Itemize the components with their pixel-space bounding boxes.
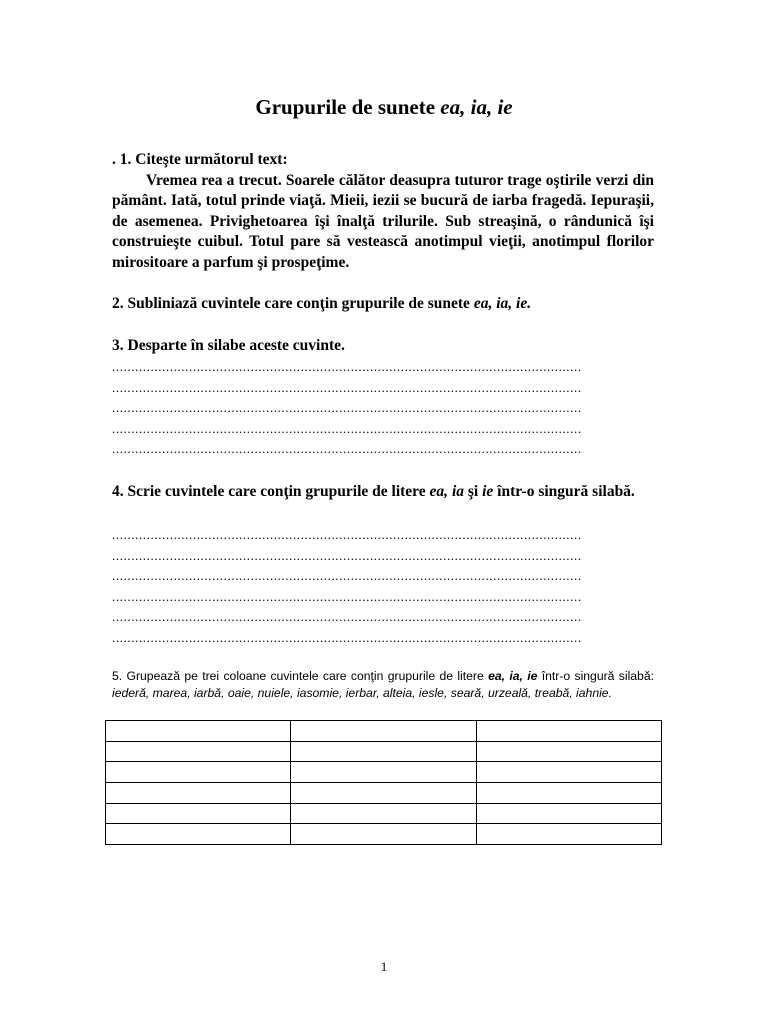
exercise-3-answer-lines bbox=[112, 357, 654, 460]
table-cell[interactable] bbox=[476, 721, 661, 742]
exercise-3-text: 3. Desparte în silabe aceste cuvinte. bbox=[112, 337, 345, 354]
exercise-4-group-3: ie bbox=[482, 483, 494, 500]
table-cell[interactable] bbox=[476, 783, 661, 804]
title-main: Grupurile de sunete bbox=[255, 95, 441, 119]
page-number: 1 bbox=[380, 959, 388, 974]
answer-table bbox=[105, 720, 662, 845]
answer-line: .......................................................................................................................... bbox=[112, 629, 582, 645]
exercise-4 bbox=[112, 482, 678, 503]
table-row bbox=[106, 824, 662, 845]
answer-line: .......................................................................................................................... bbox=[112, 400, 582, 415]
exercise-2-groups: ea, ia, ie. bbox=[473, 295, 532, 312]
exercise-4-group-2: ia bbox=[451, 483, 464, 500]
title-groups: ea, ia, ie bbox=[440, 95, 513, 119]
table-cell[interactable] bbox=[106, 803, 291, 824]
exercise-5-text-a: 5. Grupează pe trei coloane cuvintele care conţin grupurile de litere bbox=[112, 669, 489, 683]
table-row bbox=[106, 803, 662, 824]
answer-line: .......................................................................................................................... bbox=[112, 527, 582, 542]
answer-line: .......................................................................................................................... bbox=[112, 441, 582, 456]
table-cell[interactable] bbox=[291, 783, 476, 804]
exercise-2 bbox=[112, 294, 654, 315]
exercise-2-text: 2. Subliniază cuvintele care conţin grupurile de sunete bbox=[112, 295, 474, 312]
table-cell[interactable] bbox=[476, 762, 661, 783]
table-cell[interactable] bbox=[291, 824, 476, 845]
answer-line: .......................................................................................................................... bbox=[112, 379, 582, 395]
table-cell[interactable] bbox=[476, 824, 661, 845]
answer-line: .......................................................................................................................... bbox=[112, 609, 582, 624]
exercise-5-text-b: într-o singură silabă: bbox=[537, 669, 654, 683]
table-cell[interactable] bbox=[106, 824, 291, 845]
exercise-4-text-a: 4. Scrie cuvintele care conţin grupurile de litere bbox=[112, 483, 430, 500]
answer-line: .......................................................................................................................... bbox=[112, 359, 582, 374]
exercise-5 bbox=[112, 668, 654, 701]
table-cell[interactable] bbox=[291, 741, 476, 762]
table-row bbox=[106, 762, 662, 783]
table-row bbox=[106, 783, 662, 804]
table-cell[interactable] bbox=[291, 803, 476, 824]
table-cell[interactable] bbox=[291, 721, 476, 742]
exercise-4-group-1: ea, bbox=[429, 483, 449, 500]
answer-line: .......................................................................................................................... bbox=[112, 568, 582, 583]
table-cell[interactable] bbox=[106, 783, 291, 804]
table-cell[interactable] bbox=[291, 762, 476, 783]
table-cell[interactable] bbox=[106, 762, 291, 783]
table-cell[interactable] bbox=[106, 721, 291, 742]
exercise-5-words: iederă, marea, iarbă, oaie, nuiele, iasomie, ierbar, alteia, iesle, seară, urzeală, treabă, iahnie. bbox=[112, 685, 612, 700]
exercise-4-text-b: într-o singură silabă. bbox=[493, 483, 635, 500]
separator: şi bbox=[464, 483, 483, 500]
page-title bbox=[0, 92, 768, 122]
exercise-1-paragraph: Vremea rea a trecut. Soarele călător deasupra tuturor trage oştirile verzi din pământ. Iată, totul prinde viaţă. Mieii, iezii se bucură de iarba fragedă. Iepuraşii, de asemenea. Privighetoarea îşi înalţă trilurile. Sub streaşină, o rândunică îşi construieşte cuibul. Totul pare să vestească anotimpul vieţii, anotimpul florilor mirositoare a parfum şi prospeţime. bbox=[112, 171, 654, 271]
exercise-1 bbox=[112, 150, 654, 273]
table-cell[interactable] bbox=[106, 741, 291, 762]
answer-line: .......................................................................................................................... bbox=[112, 588, 582, 604]
table-row bbox=[106, 721, 662, 742]
table-row bbox=[106, 741, 662, 762]
table-cell[interactable] bbox=[476, 803, 661, 824]
exercise-4-answer-lines bbox=[112, 525, 654, 648]
exercise-1-heading: . 1. Citeşte următorul text: bbox=[112, 151, 288, 168]
answer-line: .......................................................................................................................... bbox=[112, 420, 582, 436]
exercise-5-groups: ea, ia, ie bbox=[488, 669, 538, 683]
table-cell[interactable] bbox=[476, 741, 661, 762]
answer-line: .......................................................................................................................... bbox=[112, 547, 582, 563]
